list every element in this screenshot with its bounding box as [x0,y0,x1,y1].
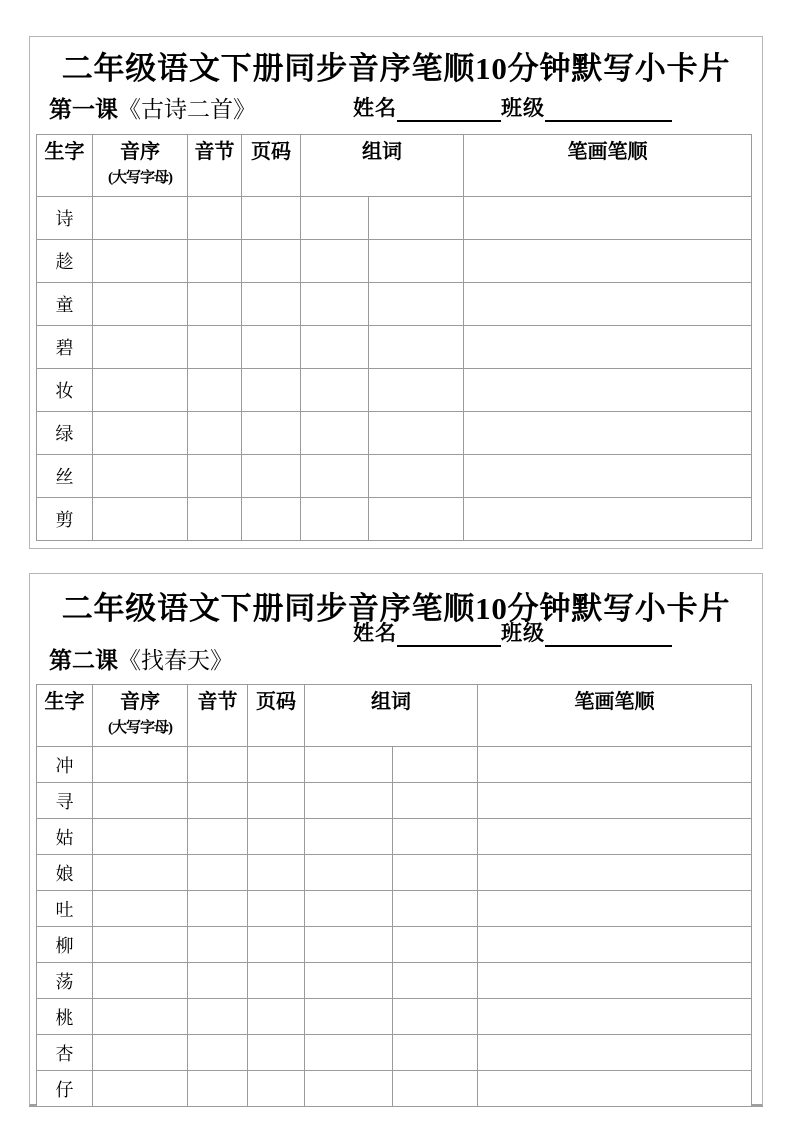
blank-write-in-cell [242,283,301,326]
class-label: 班级 [501,96,545,120]
blank-write-in-cell [369,412,464,455]
new-character-cell: 童 [37,283,93,326]
blank-write-in-cell [248,819,305,855]
character-row [37,891,752,927]
blank-write-in-cell [188,855,248,891]
blank-write-in-cell [478,891,752,927]
blank-write-in-cell [393,927,478,963]
worksheet-title: 二年级语文下册同步音序笔顺10分钟默写小卡片 [61,591,731,626]
blank-write-in-cell [301,369,369,412]
new-character-cell: 柳 [37,927,93,963]
blank-write-in-cell [93,498,188,541]
blank-write-in-cell [393,963,478,999]
blank-write-in-cell [464,197,752,240]
blank-write-in-cell [305,999,393,1035]
blank-write-in-cell [248,927,305,963]
blank-write-in-cell [369,240,464,283]
blank-write-in-cell [188,197,242,240]
blank-write-in-cell [188,747,248,783]
blank-write-in-cell [93,963,188,999]
blank-write-in-cell [188,783,248,819]
blank-write-in-cell [369,455,464,498]
blank-write-in-cell [478,1071,752,1107]
blank-write-in-cell [242,455,301,498]
blank-write-in-cell [478,783,752,819]
blank-write-in-cell [188,963,248,999]
new-character-cell: 姑 [37,819,93,855]
new-character-cell: 仔 [37,1071,93,1107]
blank-write-in-cell [242,369,301,412]
lesson-number: 第一课 [49,97,118,122]
blank-write-in-cell [305,1035,393,1071]
blank-write-in-cell [464,412,752,455]
col-header-phonetic-order: 音序 (大写字母) [93,685,188,747]
blank-write-in-cell [188,1071,248,1107]
character-row [37,819,752,855]
blank-write-in-cell [301,455,369,498]
blank-write-in-cell [464,455,752,498]
name-blank-line [397,101,501,122]
new-character-cell: 杏 [37,1035,93,1071]
new-character-cell: 荡 [37,963,93,999]
blank-write-in-cell [188,927,248,963]
blank-write-in-cell [369,369,464,412]
character-row [37,498,752,541]
blank-write-in-cell [305,783,393,819]
blank-write-in-cell [301,283,369,326]
col-header-page-number: 页码 [248,685,305,747]
worksheet-title: 二年级语文下册同步音序笔顺10分钟默写小卡片 [61,51,731,86]
character-row [37,1035,752,1071]
table-header-row [37,135,752,197]
blank-write-in-cell [188,240,242,283]
blank-write-in-cell [248,747,305,783]
blank-write-in-cell [242,197,301,240]
col-header-new-character: 生字 [37,685,93,747]
blank-write-in-cell [188,891,248,927]
col-header-syllable: 音节 [188,685,248,747]
col-header-page-number: 页码 [242,135,301,197]
name-label: 姓名 [353,96,397,120]
blank-write-in-cell [393,855,478,891]
new-character-cell: 冲 [37,747,93,783]
blank-write-in-cell [369,326,464,369]
blank-write-in-cell [188,455,242,498]
blank-write-in-cell [93,369,188,412]
blank-write-in-cell [93,197,188,240]
blank-write-in-cell [369,283,464,326]
lesson-card-1 [29,36,763,549]
class-blank-line [545,101,672,122]
blank-write-in-cell [369,498,464,541]
blank-write-in-cell [93,412,188,455]
blank-write-in-cell [248,1035,305,1071]
blank-write-in-cell [305,819,393,855]
col-header-stroke-order: 笔画笔顺 [464,135,752,197]
col-header-new-character: 生字 [37,135,93,197]
blank-write-in-cell [248,783,305,819]
blank-write-in-cell [478,819,752,855]
character-row [37,927,752,963]
new-character-cell: 趁 [37,240,93,283]
character-row [37,240,752,283]
blank-write-in-cell [188,412,242,455]
blank-write-in-cell [301,326,369,369]
lesson-card-2 [29,573,763,1107]
blank-write-in-cell [305,963,393,999]
character-practice-table-2 [36,684,752,1107]
blank-write-in-cell [464,369,752,412]
blank-write-in-cell [242,412,301,455]
blank-write-in-cell [478,747,752,783]
blank-write-in-cell [93,326,188,369]
character-row [37,1071,752,1107]
character-row [37,197,752,240]
blank-write-in-cell [393,747,478,783]
col-header-capital-letter-note: (大写字母) [108,720,172,736]
lesson-heading [49,642,233,675]
character-row [37,369,752,412]
blank-write-in-cell [93,747,188,783]
new-character-cell: 娘 [37,855,93,891]
blank-write-in-cell [188,326,242,369]
lesson-book-title: 《古诗二首》 [118,97,256,122]
blank-write-in-cell [393,819,478,855]
name-blank-line [397,626,501,647]
new-character-cell: 诗 [37,197,93,240]
lesson-book-title: 《找春天》 [118,648,233,673]
col-header-phonetic-order: 音序 (大写字母) [93,135,188,197]
blank-write-in-cell [464,498,752,541]
blank-write-in-cell [93,819,188,855]
blank-write-in-cell [93,927,188,963]
blank-write-in-cell [93,240,188,283]
blank-write-in-cell [188,369,242,412]
character-row [37,999,752,1035]
table-header-row [37,685,752,747]
class-label: 班级 [501,621,545,645]
blank-write-in-cell [301,498,369,541]
col-header-stroke-order: 笔画笔顺 [478,685,752,747]
character-practice-table-1 [36,134,752,541]
blank-write-in-cell [242,498,301,541]
blank-write-in-cell [464,240,752,283]
blank-write-in-cell [93,1071,188,1107]
blank-write-in-cell [369,197,464,240]
new-character-cell: 桃 [37,999,93,1035]
blank-write-in-cell [478,855,752,891]
blank-write-in-cell [93,891,188,927]
blank-write-in-cell [93,455,188,498]
blank-write-in-cell [248,891,305,927]
col-header-word-formation: 组词 [301,135,464,197]
blank-write-in-cell [93,999,188,1035]
new-character-cell: 绿 [37,412,93,455]
lesson-heading [49,91,256,124]
blank-write-in-cell [248,963,305,999]
new-character-cell: 碧 [37,326,93,369]
blank-write-in-cell [301,240,369,283]
character-row [37,412,752,455]
blank-write-in-cell [393,999,478,1035]
new-character-cell: 剪 [37,498,93,541]
blank-write-in-cell [301,197,369,240]
blank-write-in-cell [464,283,752,326]
new-character-cell: 丝 [37,455,93,498]
blank-write-in-cell [93,283,188,326]
blank-write-in-cell [305,747,393,783]
blank-write-in-cell [188,819,248,855]
blank-write-in-cell [478,963,752,999]
blank-write-in-cell [93,855,188,891]
col-header-syllable: 音节 [188,135,242,197]
name-class-line [353,617,672,647]
blank-write-in-cell [305,891,393,927]
blank-write-in-cell [301,412,369,455]
character-row [37,963,752,999]
blank-write-in-cell [393,891,478,927]
new-character-cell: 吐 [37,891,93,927]
character-row [37,855,752,891]
blank-write-in-cell [393,1071,478,1107]
lesson-number: 第二课 [49,648,118,673]
blank-write-in-cell [188,999,248,1035]
class-blank-line [545,626,672,647]
blank-write-in-cell [93,1035,188,1071]
character-row [37,747,752,783]
name-class-line [353,92,672,122]
blank-write-in-cell [248,999,305,1035]
col-header-capital-letter-note: (大写字母) [108,170,172,186]
blank-write-in-cell [93,783,188,819]
blank-write-in-cell [305,855,393,891]
blank-write-in-cell [188,1035,248,1071]
blank-write-in-cell [305,1071,393,1107]
blank-write-in-cell [305,927,393,963]
character-row [37,455,752,498]
character-row [37,783,752,819]
blank-write-in-cell [242,240,301,283]
blank-write-in-cell [248,855,305,891]
blank-write-in-cell [248,1071,305,1107]
blank-write-in-cell [393,1035,478,1071]
character-row [37,283,752,326]
blank-write-in-cell [188,498,242,541]
blank-write-in-cell [478,1035,752,1071]
blank-write-in-cell [188,283,242,326]
blank-write-in-cell [393,783,478,819]
new-character-cell: 寻 [37,783,93,819]
character-row [37,326,752,369]
blank-write-in-cell [464,326,752,369]
name-label: 姓名 [353,621,397,645]
blank-write-in-cell [242,326,301,369]
blank-write-in-cell [478,927,752,963]
new-character-cell: 妆 [37,369,93,412]
blank-write-in-cell [478,999,752,1035]
col-header-word-formation: 组词 [305,685,478,747]
